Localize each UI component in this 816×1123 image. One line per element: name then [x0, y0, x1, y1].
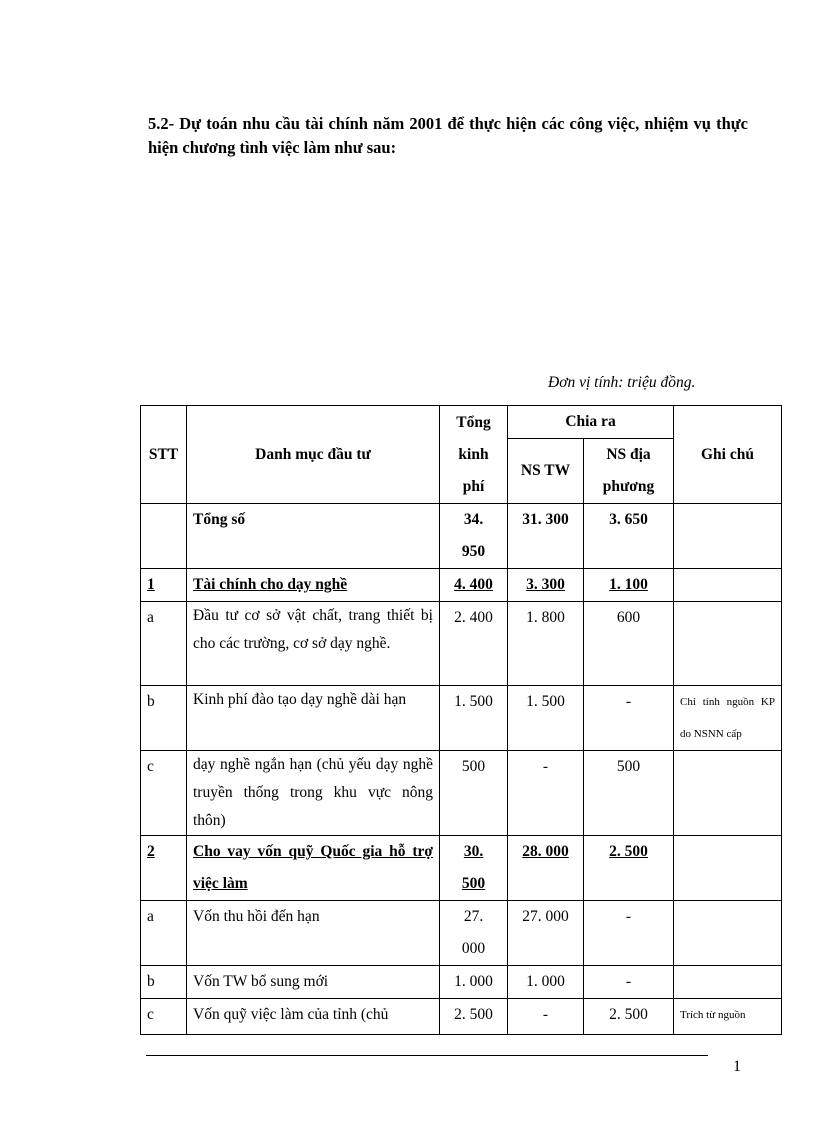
- row-desc: Tài chính cho dạy nghề: [187, 569, 440, 602]
- row-desc: Vốn thu hồi đến hạn: [187, 901, 440, 966]
- row-central: 31. 300: [508, 504, 584, 569]
- row-central: 28. 000: [508, 836, 584, 901]
- row-total: 27. 000: [440, 901, 508, 966]
- row-local: -: [584, 966, 674, 999]
- row-total: 2. 400: [440, 602, 508, 686]
- row-stt: 1: [141, 569, 187, 602]
- row-desc: Đầu tư cơ sở vật chất, trang thiết bị cho các trường, cơ sở dạy nghề.: [187, 602, 440, 686]
- footer-divider: [146, 1055, 708, 1056]
- section-heading: 5.2- Dự toán nhu cầu tài chính năm 2001 để thực hiện các công việc, nhiệm vụ thực hiện chương tình việc làm như sau:: [148, 114, 748, 157]
- row-local: 500: [584, 751, 674, 836]
- page-number: 1: [733, 1058, 741, 1075]
- row-central: 27. 000: [508, 901, 584, 966]
- row-stt: b: [141, 686, 187, 751]
- row-desc: Vốn TW bổ sung mới: [187, 966, 440, 999]
- row-total: 30. 500: [440, 836, 508, 901]
- row-note: [674, 751, 782, 836]
- budget-table: [140, 405, 782, 1035]
- row-desc: Cho vay vốn quỹ Quốc gia hỗ trợ việc làm: [187, 836, 440, 901]
- row-central: -: [508, 751, 584, 836]
- row-desc: Tổng số: [187, 504, 440, 569]
- row-stt: 2: [141, 836, 187, 901]
- table-row-section-1: [141, 569, 782, 602]
- row-note: [674, 966, 782, 999]
- row-total: 1. 500: [440, 686, 508, 751]
- table-row: [141, 686, 782, 751]
- row-stt: [141, 504, 187, 569]
- row-note: Chỉ tính nguồn KP do NSNN cấp: [674, 686, 782, 751]
- row-stt: b: [141, 966, 187, 999]
- header-category: Danh mục đầu tư: [187, 406, 440, 504]
- row-stt: c: [141, 999, 187, 1035]
- row-local: 1. 100: [584, 569, 674, 602]
- row-total: 1. 000: [440, 966, 508, 999]
- row-stt: a: [141, 901, 187, 966]
- header-note: Ghi chú: [674, 406, 782, 504]
- row-desc: Vốn quỹ việc làm của tỉnh (chủ: [187, 999, 440, 1035]
- row-note: [674, 901, 782, 966]
- row-central: 1. 800: [508, 602, 584, 686]
- header-central: NS TW: [508, 439, 584, 504]
- row-note: Trích từ nguồn: [674, 999, 782, 1035]
- table-row: [141, 999, 782, 1035]
- header-split: Chia ra: [508, 406, 674, 439]
- row-total: 2. 500: [440, 999, 508, 1035]
- row-total: 4. 400: [440, 569, 508, 602]
- table-row: [141, 602, 782, 686]
- row-central: 1. 000: [508, 966, 584, 999]
- row-note: [674, 504, 782, 569]
- row-central: -: [508, 999, 584, 1035]
- row-total: 500: [440, 751, 508, 836]
- table-row-total: [141, 504, 782, 569]
- header-local: NS địa phương: [584, 439, 674, 504]
- row-local: 600: [584, 602, 674, 686]
- row-local: 3. 650: [584, 504, 674, 569]
- row-local: -: [584, 901, 674, 966]
- unit-note: Đơn vị tính: triệu đồng.: [548, 374, 696, 391]
- header-row: [141, 406, 782, 439]
- header-total: Tổng kinh phí: [440, 406, 508, 504]
- header-stt: STT: [141, 406, 187, 504]
- row-desc: dạy nghề ngắn hạn (chủ yếu dạy nghề truyền thống trong khu vực nông thôn): [187, 751, 440, 836]
- row-note: [674, 836, 782, 901]
- row-note: [674, 602, 782, 686]
- row-central: 3. 300: [508, 569, 584, 602]
- row-central: 1. 500: [508, 686, 584, 751]
- row-local: 2. 500: [584, 836, 674, 901]
- table-row-section-2: [141, 836, 782, 901]
- table-row: [141, 966, 782, 999]
- row-total: 34. 950: [440, 504, 508, 569]
- row-stt: a: [141, 602, 187, 686]
- row-note: [674, 569, 782, 602]
- row-stt: c: [141, 751, 187, 836]
- table-row: [141, 751, 782, 836]
- row-local: 2. 500: [584, 999, 674, 1035]
- row-desc: Kinh phí đào tạo dạy nghề dài hạn: [187, 686, 440, 751]
- row-local: -: [584, 686, 674, 751]
- table-row: [141, 901, 782, 966]
